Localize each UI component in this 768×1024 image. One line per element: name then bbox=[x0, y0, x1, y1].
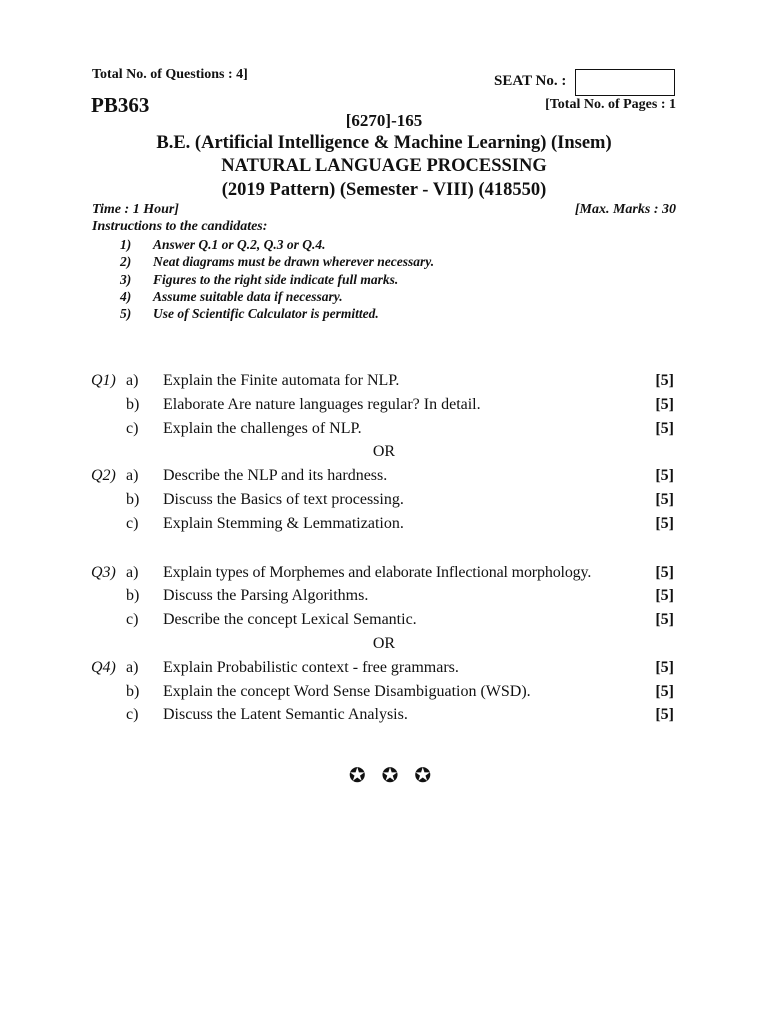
sub-question-letter: b) bbox=[126, 491, 140, 508]
question-text: Describe the NLP and its hardness. bbox=[163, 467, 388, 484]
sub-question-letter: a) bbox=[126, 467, 139, 484]
question-marks: [5] bbox=[655, 659, 674, 676]
total-questions: Total No. of Questions : 4] bbox=[92, 67, 248, 82]
instruction-number: 4) bbox=[120, 289, 132, 304]
exam-code: [6270]-165 bbox=[345, 111, 423, 130]
end-of-paper-stars: ✪✪✪ bbox=[348, 765, 448, 787]
sub-question-letter: b) bbox=[126, 396, 140, 413]
sub-question-letter: a) bbox=[126, 659, 139, 676]
paper-code: PB363 bbox=[91, 93, 150, 117]
total-pages: [Total No. of Pages : 1 bbox=[545, 97, 676, 112]
question-marks: [5] bbox=[655, 706, 674, 723]
sub-question-letter: a) bbox=[126, 372, 139, 389]
question-text: Explain the Finite automata for NLP. bbox=[163, 372, 400, 389]
sub-question-letter: b) bbox=[126, 587, 140, 604]
instruction-text: Assume suitable data if necessary. bbox=[153, 289, 343, 304]
question-marks: [5] bbox=[655, 396, 674, 413]
question-text: Explain the challenges of NLP. bbox=[163, 420, 362, 437]
question-marks: [5] bbox=[655, 587, 674, 604]
seat-number-label: SEAT No. : bbox=[494, 73, 567, 89]
sub-question-letter: c) bbox=[126, 611, 139, 628]
question-marks: [5] bbox=[655, 564, 674, 581]
question-text: Elaborate Are nature languages regular? In detail. bbox=[163, 396, 481, 413]
question-marks: [5] bbox=[655, 515, 674, 532]
question-label: Q4) bbox=[91, 659, 116, 676]
question-text: Describe the concept Lexical Semantic. bbox=[163, 611, 417, 628]
question-text: Explain types of Morphemes and elaborate Inflectional morphology. bbox=[163, 564, 592, 581]
question-marks: [5] bbox=[655, 611, 674, 628]
sub-question-letter: c) bbox=[126, 515, 139, 532]
sub-question-letter: b) bbox=[126, 683, 140, 700]
sub-question-letter: a) bbox=[126, 564, 139, 581]
question-text: Discuss the Latent Semantic Analysis. bbox=[163, 706, 408, 723]
question-marks: [5] bbox=[655, 491, 674, 508]
instruction-text: Answer Q.1 or Q.2, Q.3 or Q.4. bbox=[153, 237, 326, 252]
question-text: Discuss the Parsing Algorithms. bbox=[163, 587, 369, 604]
question-label: Q1) bbox=[91, 372, 116, 389]
degree-title: B.E. (Artificial Intelligence & Machine Learning) (Insem) bbox=[156, 133, 612, 153]
question-label: Q2) bbox=[91, 467, 116, 484]
pattern-info: (2019 Pattern) (Semester - VIII) (418550) bbox=[221, 180, 547, 200]
seat-number-box bbox=[575, 69, 675, 96]
instruction-number: 5) bbox=[120, 306, 132, 321]
sub-question-letter: c) bbox=[126, 706, 139, 723]
question-label: Q3) bbox=[91, 564, 116, 581]
or-separator: OR bbox=[372, 443, 396, 460]
question-text: Explain Probabilistic context - free grammars. bbox=[163, 659, 459, 676]
question-marks: [5] bbox=[655, 683, 674, 700]
instruction-number: 3) bbox=[120, 272, 132, 287]
question-text: Explain the concept Word Sense Disambiguation (WSD). bbox=[163, 683, 531, 700]
instruction-number: 2) bbox=[120, 254, 132, 269]
max-marks: [Max. Marks : 30 bbox=[574, 202, 676, 217]
question-text: Explain Stemming & Lemmatization. bbox=[163, 515, 404, 532]
instructions-heading: Instructions to the candidates: bbox=[92, 219, 268, 234]
instruction-text: Figures to the right side indicate full marks. bbox=[153, 272, 399, 287]
or-separator: OR bbox=[372, 635, 396, 652]
sub-question-letter: c) bbox=[126, 420, 139, 437]
instruction-number: 1) bbox=[120, 237, 132, 252]
instruction-text: Use of Scientific Calculator is permitted. bbox=[153, 306, 379, 321]
question-marks: [5] bbox=[655, 372, 674, 389]
subject-title: NATURAL LANGUAGE PROCESSING bbox=[221, 156, 547, 176]
time-allowed: Time : 1 Hour] bbox=[92, 202, 179, 217]
question-marks: [5] bbox=[655, 467, 674, 484]
question-marks: [5] bbox=[655, 420, 674, 437]
instruction-text: Neat diagrams must be drawn wherever necessary. bbox=[153, 254, 435, 269]
question-text: Discuss the Basics of text processing. bbox=[163, 491, 404, 508]
